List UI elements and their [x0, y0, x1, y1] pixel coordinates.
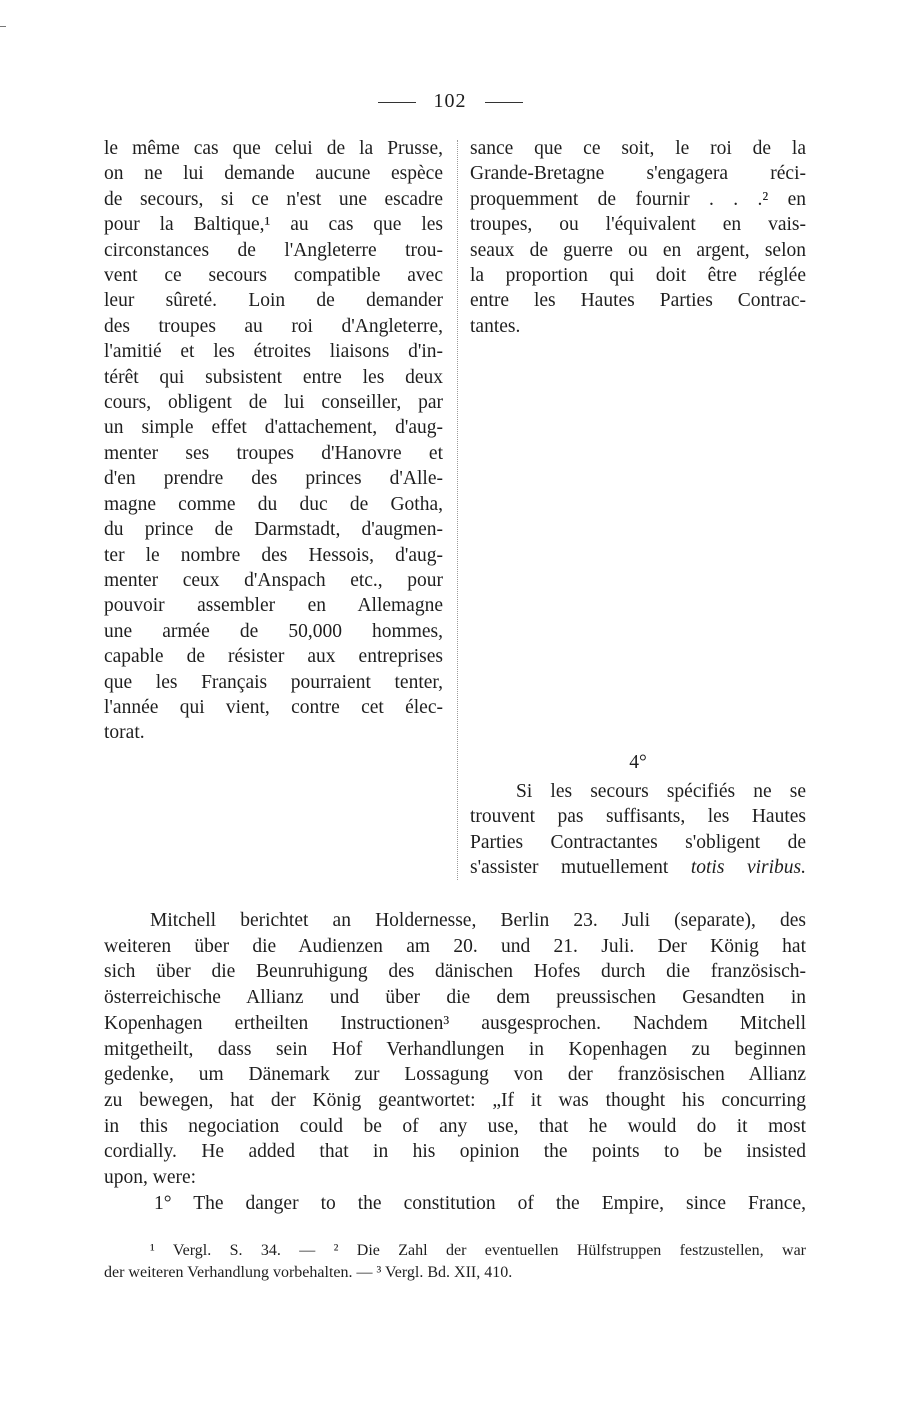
numbered-point-1: 1° The danger to the constitution of the Empire, since France, — [154, 1192, 806, 1214]
body-line: gedenke, um Dänemark zur Lossagung von der französischen Allianz — [104, 1064, 806, 1086]
right-column — [470, 136, 806, 339]
left-column-line: torat. — [104, 722, 145, 744]
left-column-line: menter ceux d'Anspach etc., pour — [104, 569, 443, 591]
left-column-line: une armée de 50,000 hommes, — [104, 620, 443, 642]
right-column-line: seaux de guerre ou en argent, selon — [470, 239, 806, 261]
left-column-line: ter le nombre des Hessois, d'aug- — [104, 544, 443, 566]
article-4-last-text: s'assister mutuellement — [470, 857, 669, 879]
body-line: sich über die Beunruhigung des dänischen Hofes durch die französisch- — [104, 961, 806, 983]
article-4-line — [470, 855, 806, 880]
column-divider — [457, 140, 458, 880]
left-column-line: de secours, si ce n'est une escadre — [104, 188, 443, 210]
article-4-italic-phrase: totis viribus. — [690, 857, 807, 879]
body-paragraph — [104, 908, 806, 1216]
left-column — [104, 136, 443, 746]
body-line: Mitchell berichtet an Holdernesse, Berlin 23. Juli (separate), des — [150, 910, 806, 931]
left-column-line: leur sûreté. Loin de demander — [104, 290, 443, 312]
right-column-line: sance que ce soit, le roi de la — [470, 138, 806, 159]
body-line: cordially. He added that in his opinion the points to be insisted — [104, 1141, 806, 1163]
footnote-line: der weiteren Verhandlung vorbehalten. — ³ Vergl. Bd. XII, 410. — [104, 1264, 513, 1281]
left-column-line: capable de résister aux entreprises — [104, 646, 443, 668]
left-column-line: menter ses troupes d'Hanovre et — [104, 442, 443, 464]
left-column-line: du prince de Darmstadt, d'augmen- — [104, 519, 443, 541]
footnotes — [104, 1240, 806, 1284]
header-rule-right — [485, 102, 523, 103]
left-column-line: un simple effet d'attachement, d'aug- — [104, 417, 443, 439]
left-column-line: l'année qui vient, contre cet élec- — [104, 696, 443, 718]
footnote-line: ¹ Vergl. S. 34. — ² Die Zahl der eventuellen Hülfstruppen festzustellen, war — [150, 1242, 806, 1259]
right-column-line: tantes. — [470, 315, 521, 337]
body-line: upon, were: — [104, 1167, 197, 1189]
body-line: in this negociation could be of any use, that he would do it most — [104, 1115, 806, 1137]
body-line: österreichische Allianz und über die dem preussischen Gesandten in — [104, 987, 806, 1009]
left-column-line: pouvoir assembler en Allemagne — [104, 595, 443, 617]
right-column-line: proquemment de fournir . . .² en — [470, 188, 806, 210]
left-column-line: magne comme du duc de Gotha, — [104, 493, 443, 515]
right-column-line: troupes, ou l'équivalent en vais- — [470, 214, 806, 236]
body-line: mitgetheilt, dass sein Hof Verhandlungen in Kopenhagen zu beginnen — [104, 1038, 806, 1060]
left-column-line: on ne lui demande aucune espèce — [104, 163, 443, 185]
article-4-line: trouvent pas suffisants, les Hautes — [470, 806, 806, 828]
left-column-line: d'en prendre des princes d'Alle- — [104, 468, 443, 490]
left-column-line: circonstances de l'Angleterre trou- — [104, 239, 443, 261]
left-column-line: térêt qui subsistent entre les deux — [104, 366, 443, 388]
left-column-line: l'amitié et les étroites liaisons d'in- — [104, 341, 443, 363]
body-line: zu bewegen, hat der König geantwortet: „If it was thought his concurring — [104, 1089, 806, 1111]
left-column-line: vent ce secours compatible avec — [104, 265, 443, 287]
left-column-line: le même cas que celui de la Prusse, — [104, 138, 443, 159]
right-column-line: la proportion qui doit être réglée — [470, 265, 806, 287]
article-4-line: Si les secours spécifiés ne se — [516, 781, 806, 802]
body-line: weiteren über die Audienzen am 20. und 21. Juli. Der König hat — [104, 935, 806, 957]
right-column-line: Grande-Bretagne s'engagera réci- — [470, 163, 806, 185]
left-column-line: que les Français pourraient tenter, — [104, 671, 443, 693]
header-rule-left — [378, 102, 416, 103]
article-4 — [470, 779, 806, 881]
page-number: 102 — [433, 90, 467, 112]
article-4-line: Parties Contractantes s'obligent de — [470, 831, 806, 853]
left-column-line: pour la Baltique,¹ au cas que les — [104, 214, 443, 236]
scan-edge-mark — [0, 26, 6, 27]
page-header — [0, 90, 900, 113]
body-line: Kopenhagen ertheilten Instructionen³ ausgesprochen. Nachdem Mitchell — [104, 1012, 806, 1034]
left-column-line: cours, obligent de lui conseiller, par — [104, 392, 443, 414]
left-column-line: des troupes au roi d'Angleterre, — [104, 315, 443, 337]
article-number: 4° — [629, 752, 647, 773]
right-column-line: entre les Hautes Parties Contrac- — [470, 290, 806, 312]
